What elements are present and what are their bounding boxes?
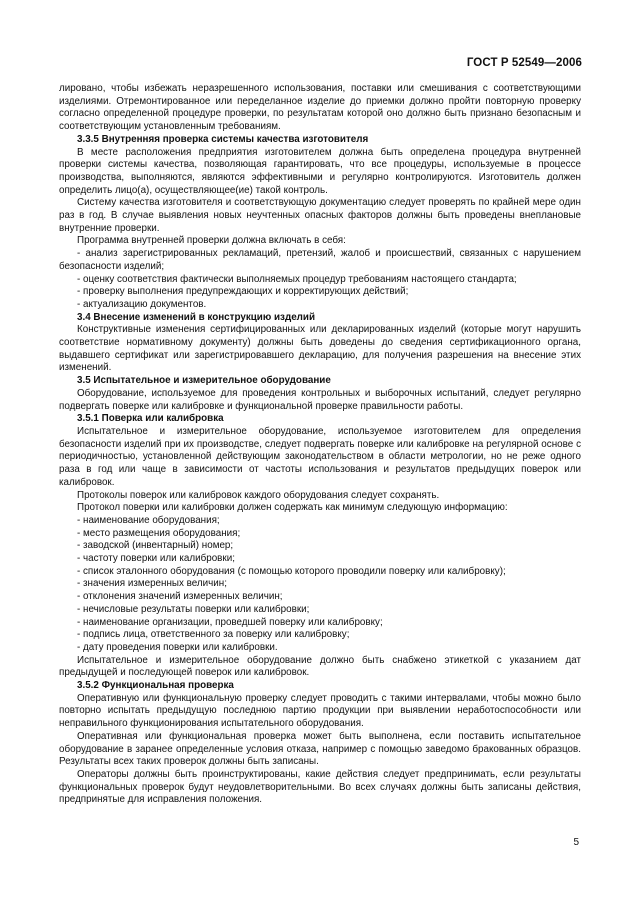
- paragraph: Программа внутренней проверки должна включать в себя:: [77, 235, 346, 247]
- paragraph: Операторы должны быть проинструктированы, какие действия следует предпринимать, если результаты функциональных проверок будут неудовлетворительными. Во всех случаях должны быть записаны действия, предпринятые для исправления положения.: [59, 768, 581, 806]
- paragraph: Оперативную или функциональную проверку следует проводить с такими интервалами, чтобы можно было повторно испытать предыдущую последнюю партию продукции при выявлении неработоспособности или неправильного функционирования испытательного оборудования.: [59, 692, 581, 730]
- list-item: - место размещения оборудования;: [77, 527, 241, 539]
- paragraph: Оперативная или функциональная проверка может быть выполнена, если поставить испытательное оборудование в заранее определенные условия отказа, например с помощью заведомо бракованных образцов. Результаты всех таких проверок должны быть записаны.: [59, 730, 581, 768]
- list-item: - подпись лица, ответственного за поверку или калибровку;: [77, 629, 350, 641]
- section-heading: 3.5.2 Функциональная проверка: [77, 680, 234, 692]
- list-item: - значения измеренных величин;: [77, 578, 227, 590]
- section-heading: 3.5.1 Поверка или калибровка: [77, 413, 224, 425]
- list-item: - наименование оборудования;: [77, 514, 220, 526]
- section-heading: 3.5 Испытательное и измерительное оборудование: [77, 375, 331, 387]
- document-id-header: ГОСТ Р 52549—2006: [466, 57, 582, 69]
- list-item: - наименование организации, проведшей поверку или калибровку;: [77, 616, 383, 628]
- paragraph: Конструктивные изменения сертифицированных или декларированных изделий (которые могут нарушить соответствие нормативному документу) должны быть доведены до сведения сертификационного органа, выдавшего сертификат или зарегистрировавшего декларацию, для получения разрешения на внесение этих изменений.: [59, 324, 581, 374]
- list-item: - частоту поверки или калибровки;: [77, 553, 235, 565]
- paragraph: Систему качества изготовителя и соответствующую документацию следует проверять по крайней мере один раз в год. В случае выявления новых неучтенных опасных факторов должны быть проведены внеплановые внутренние проверки.: [59, 197, 581, 234]
- list-item: - список эталонного оборудования (с помощью которого проводили поверку или калибровку);: [77, 565, 506, 577]
- paragraph: Протокол поверки или калибровки должен содержать как минимум следующую информацию:: [77, 502, 508, 514]
- list-item: - проверку выполнения предупреждающих и корректирующих действий;: [77, 286, 409, 298]
- list-item: - отклонения значений измеренных величин;: [77, 591, 283, 603]
- list-item: - оценку соответствия фактически выполняемых процедур требованиям настоящего стандарта;: [77, 273, 517, 285]
- list-item: - нечисловые результаты поверки или калибровки;: [77, 603, 310, 615]
- document-body: [59, 83, 581, 807]
- list-item: - актуализацию документов.: [77, 298, 207, 310]
- section-heading: 3.3.5 Внутренняя проверка системы качества изготовителя: [77, 133, 369, 145]
- paragraph: Испытательное и измерительное оборудование, используемое изготовителем для определения безопасности изделий при их производстве, следует подвергать поверке или калибровке на регулярной основе с периодичностью, установленной действующим законодательством в области метрологии, но не реже одного раза в год или чаще в зависимости от частоты использования и результатов предыдущих поверок или калибровок.: [59, 425, 581, 488]
- list-item: - дату проведения поверки или калибровки.: [77, 641, 278, 653]
- paragraph: лировано, чтобы избежать неразрешенного использования, поставки или смешивания с соответствующими изделиями. Отремонтированное или переделанное изделие до приемки должно пройти повторную проверку согласно определенной процедуре проверки, по результатам которой оно должно быть признано безопасным и соответствующим установленным требованиям.: [59, 83, 581, 133]
- paragraph: Испытательное и измерительное оборудование должно быть снабжено этикеткой с указанием дат предыдущей и последующей поверок или калибровок.: [59, 654, 581, 679]
- section-heading: 3.4 Внесение изменений в конструкцию изделий: [77, 311, 316, 323]
- paragraph: Оборудование, используемое для проведения контрольных и выборочных испытаний, следует регулярно подвергать поверке или калибровке и функциональной проверке правильности работы.: [59, 387, 581, 412]
- list-item: - заводской (инвентарный) номер;: [77, 540, 234, 552]
- paragraph: В месте расположения предприятия изготовителем должна быть определена процедура внутренней проверки системы качества, позволяющая гарантировать, что все процедуры, используемые в процессе производства, выполняются, являются эффективными и регулярно контролируются. Изготовитель должен определить лицо(а), осуществляющее(ие) такой контроль.: [59, 146, 581, 196]
- paragraph: Протоколы поверок или калибровок каждого оборудования следует сохранять.: [77, 489, 440, 501]
- list-item: - анализ зарегистрированных рекламаций, претензий, жалоб и происшествий, связанных с нарушением безопасности изделий;: [59, 248, 581, 272]
- page-number: 5: [573, 837, 579, 848]
